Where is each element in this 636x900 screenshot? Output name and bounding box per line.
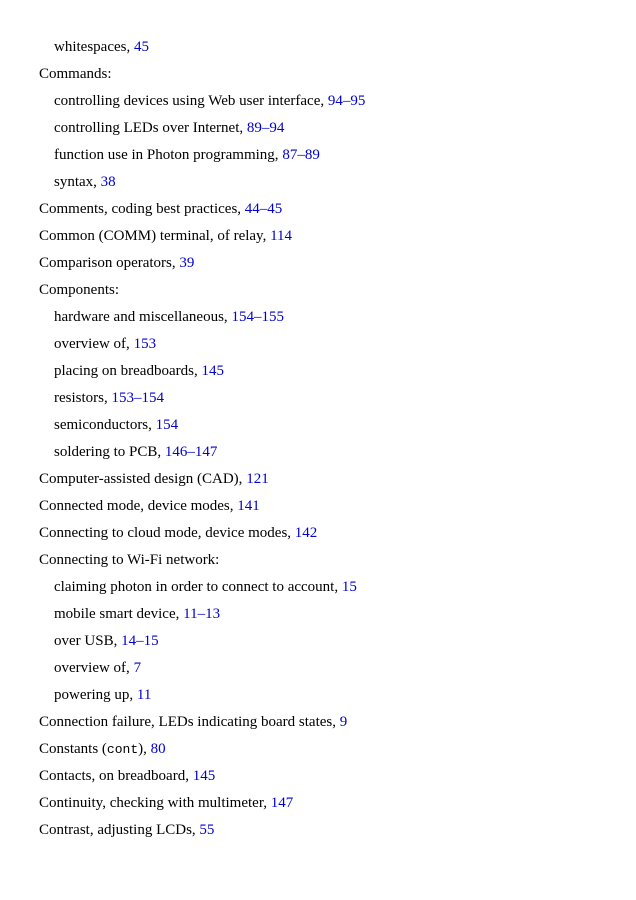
index-subentry	[0, 655, 636, 682]
index-subentry	[0, 385, 636, 412]
entry-text: Commands:	[39, 66, 112, 82]
index-subentry	[0, 628, 636, 655]
index-subentry	[0, 358, 636, 385]
page-link[interactable]: 38	[100, 174, 116, 190]
entry-text: Contrast, adjusting LCDs,	[39, 822, 200, 838]
entry-text: mobile smart device,	[54, 606, 184, 622]
page-link[interactable]: 80	[150, 741, 166, 757]
page-link[interactable]: 15	[341, 579, 357, 595]
entry-text: Connected mode, device modes,	[39, 498, 238, 514]
entry-text: hardware and miscellaneous,	[54, 309, 232, 325]
page-link[interactable]: 154	[155, 417, 179, 433]
page-link[interactable]: 146–147	[164, 444, 218, 460]
index-subentry	[0, 412, 636, 439]
entry-text: Comparison operators,	[39, 255, 180, 271]
entry-text: controlling LEDs over Internet,	[54, 120, 247, 136]
page-link[interactable]: 89–94	[246, 120, 285, 136]
page-link[interactable]: 11	[136, 687, 152, 703]
entry-text: resistors,	[54, 390, 112, 406]
index-entry	[0, 223, 636, 250]
index-subentry	[0, 304, 636, 331]
entry-text: Computer-assisted design (CAD),	[39, 471, 247, 487]
page-link[interactable]: 147	[270, 795, 294, 811]
index-subentry	[0, 682, 636, 709]
entry-text: whitespaces,	[54, 39, 134, 55]
page-link[interactable]: 45	[133, 39, 149, 55]
index-subentry	[0, 34, 636, 61]
entry-text: placing on breadboards,	[54, 363, 202, 379]
index-subentry	[0, 88, 636, 115]
entry-text: syntax,	[54, 174, 101, 190]
entry-text-suffix: ),	[138, 741, 151, 757]
page-link[interactable]: 7	[133, 660, 142, 676]
index-entry	[0, 61, 636, 88]
index-entry	[0, 709, 636, 736]
index-entry	[0, 250, 636, 277]
index-subentry	[0, 115, 636, 142]
index-entry	[0, 277, 636, 304]
entry-code: cont	[106, 742, 139, 757]
index-subentry	[0, 331, 636, 358]
entry-text: overview of,	[54, 336, 134, 352]
entry-text: function use in Photon programming,	[54, 147, 283, 163]
index-entry	[0, 493, 636, 520]
entry-text: Connecting to cloud mode, device modes,	[39, 525, 295, 541]
index-entry	[0, 817, 636, 844]
index-subentry	[0, 142, 636, 169]
page-link[interactable]: 154–155	[231, 309, 284, 325]
entry-text: Contacts, on breadboard,	[39, 768, 193, 784]
entry-text: powering up,	[54, 687, 137, 703]
entry-text: semiconductors,	[54, 417, 156, 433]
page-link[interactable]: 142	[294, 525, 318, 541]
entry-text: Connecting to Wi-Fi network:	[39, 552, 220, 568]
index-entry	[0, 196, 636, 223]
page-link[interactable]: 141	[237, 498, 260, 514]
page-link[interactable]: 153	[133, 336, 157, 352]
entry-text: soldering to PCB,	[54, 444, 165, 460]
index-entry	[0, 736, 636, 763]
page-link[interactable]: 121	[246, 471, 269, 487]
page-link[interactable]: 87–89	[282, 147, 320, 163]
entry-text: Continuity, checking with multimeter,	[39, 795, 271, 811]
page-link[interactable]: 14–15	[121, 633, 159, 649]
index-page	[0, 34, 636, 844]
index-subentry	[0, 601, 636, 628]
index-entry	[0, 763, 636, 790]
entry-text: claiming photon in order to connect to account,	[54, 579, 342, 595]
index-subentry	[0, 439, 636, 466]
page-link[interactable]: 145	[201, 363, 224, 379]
entry-text: Constants (	[39, 741, 107, 757]
entry-text: Comments, coding best practices,	[39, 201, 245, 217]
page-link[interactable]: 11–13	[183, 606, 221, 622]
page-link[interactable]: 153–154	[111, 390, 164, 406]
index-subentry	[0, 169, 636, 196]
entry-text: overview of,	[54, 660, 134, 676]
page-link[interactable]: 39	[179, 255, 195, 271]
page-link[interactable]: 55	[199, 822, 215, 838]
index-entry	[0, 547, 636, 574]
entry-text: Connection failure, LEDs indicating board states,	[39, 714, 340, 730]
index-entry	[0, 520, 636, 547]
index-entry	[0, 790, 636, 817]
entry-text: Common (COMM) terminal, of relay,	[39, 228, 271, 244]
index-subentry	[0, 574, 636, 601]
index-entry	[0, 466, 636, 493]
page-link[interactable]: 9	[339, 714, 348, 730]
page-link[interactable]: 94–95	[327, 93, 366, 109]
page-link[interactable]: 114	[270, 228, 293, 244]
entry-text: Components:	[39, 282, 120, 298]
entry-text: over USB,	[54, 633, 122, 649]
page-link[interactable]: 44–45	[244, 201, 283, 217]
page-link[interactable]: 145	[192, 768, 216, 784]
entry-text: controlling devices using Web user interface,	[54, 93, 328, 109]
